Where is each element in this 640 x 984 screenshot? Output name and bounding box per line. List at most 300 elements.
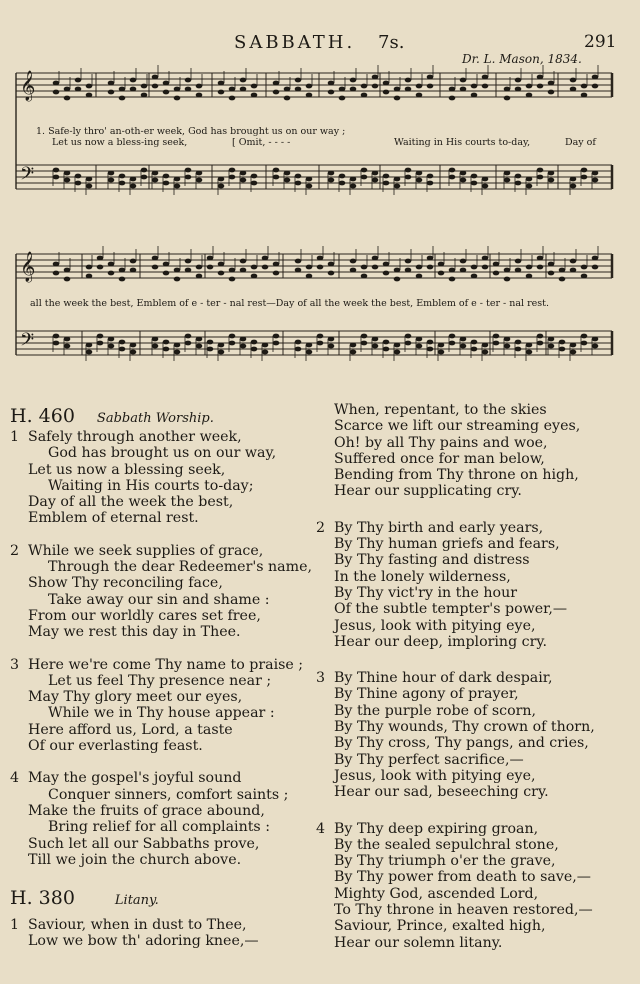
note-head [592,171,599,176]
note-head [119,340,126,345]
verse-line [10,705,312,721]
verse-line-text: While we seek supplies of grace, [28,542,264,559]
verse-line [10,478,312,494]
note-head [317,341,324,346]
note-head [504,344,511,349]
note-head [581,93,588,98]
note-head [570,87,577,92]
note-head [537,75,544,80]
lyrics-line-2b: [ Omit, - - - - [232,137,291,148]
verse-line-text: By Thy wounds, Thy crown of thorn, [334,719,595,736]
verse-line [10,608,312,624]
verse-line-text: Suffered once for man below, [334,450,545,467]
note-head [64,344,71,349]
note-head [482,350,489,355]
note-head [471,93,478,98]
note-head [482,184,489,189]
note-head [449,268,456,273]
note-head [273,271,280,276]
note-head [548,262,555,267]
note-head [383,262,390,267]
note-head [438,343,445,348]
note-head [174,184,181,189]
verse-line [316,918,595,934]
note-head [559,268,566,273]
hymn-380-verse-1-start [10,917,259,950]
verse-line-text: In the lonely wilderness, [334,568,511,585]
note-head [218,271,225,276]
verse-line [316,703,595,719]
note-head [592,84,599,89]
note-head [570,177,577,182]
note-head [515,268,522,273]
note-head [460,178,467,183]
note-head [482,265,489,270]
note-head [108,262,115,267]
note-head [196,93,203,98]
verse-line-text: Low we bow th' adoring knee,— [28,933,259,950]
note-head [449,277,456,282]
verse-line [316,719,595,735]
note-head [218,184,225,189]
note-head [581,334,588,339]
note-head [493,271,500,276]
note-head [504,337,511,342]
note-head [53,271,60,276]
note-head [240,268,247,273]
note-head [284,87,291,92]
verse-line [10,429,312,445]
verse-line [10,445,312,461]
note-head [306,265,313,270]
note-head [372,265,379,270]
note-head [119,96,126,101]
composer-credit: Dr. L. Mason, 1834. [462,52,582,66]
note-head [427,84,434,89]
note-head [64,268,71,273]
note-head [185,175,192,180]
verse-line [10,592,312,608]
verse-line [316,784,595,800]
note-head [174,343,181,348]
note-head [361,84,368,89]
note-head [64,277,71,282]
verse-line-text: From our worldly cares set free, [28,607,261,624]
note-head [196,171,203,176]
verse-number: 4 [316,820,326,837]
note-head [240,171,247,176]
note-head [482,75,489,80]
note-head [152,178,159,183]
note-head [361,168,368,173]
verse-line [10,722,312,738]
note-head [251,84,258,89]
note-head [251,265,258,270]
note-head [482,256,489,261]
note-head [86,84,93,89]
note-head [350,78,357,83]
verse-line-text: By Thy birth and early years, [334,519,544,536]
verse-line [316,634,595,650]
note-head [383,81,390,86]
note-head [427,256,434,261]
note-head [350,87,357,92]
verse-line [316,837,595,853]
note-head [515,87,522,92]
note-head [163,271,170,276]
note-head [449,175,456,180]
note-head [526,274,533,279]
tune-meter: 7s. [378,32,405,53]
note-head [328,337,335,342]
verse-line-text: Here afford us, Lord, a taste [28,721,233,738]
note-head [141,168,148,173]
note-head [328,271,335,276]
verse-line [10,673,312,689]
note-head [86,93,93,98]
note-head [339,87,346,92]
note-head [86,184,93,189]
verse-line [316,435,595,451]
verse-line [316,853,595,869]
note-head [273,262,280,267]
verse-line-text: Of our everlasting feast. [28,738,203,755]
verse-line [316,569,595,585]
note-head [361,341,368,346]
note-head [383,340,390,345]
note-head [405,168,412,173]
hymn-380-heading [10,887,159,909]
note-head [262,343,269,348]
note-head [97,256,104,261]
note-head [548,171,555,176]
note-head [548,337,555,342]
note-head [240,87,247,92]
note-head [152,171,159,176]
verse-line [10,689,312,705]
note-head [559,340,566,345]
verse-line-text: Let us feel Thy presence near ; [48,672,272,689]
verse-line-text: Day of all the week the best, [28,494,234,511]
note-head [537,341,544,346]
bass-clef-icon: 𝄢 [20,164,35,189]
note-head [427,265,434,270]
note-head [75,78,82,83]
note-head [295,340,302,345]
lyrics-line-2a: Let us now a bless-ing seek, [52,137,188,148]
note-head [548,344,555,349]
verse-line-text: By Thy vict'ry in the hour [334,584,518,601]
note-head [284,96,291,101]
note-head [449,334,456,339]
note-head [471,174,478,179]
note-head [383,90,390,95]
note-head [119,174,126,179]
note-head [295,259,302,264]
verse-line [10,657,312,673]
note-head [251,181,258,186]
note-head [207,340,214,345]
verse-line-text: Show Thy reconciling face, [28,575,223,592]
verse-line [10,738,312,754]
note-head [537,168,544,173]
note-head [328,81,335,86]
note-head [372,171,379,176]
note-head [273,334,280,339]
verse-line-text: By Thy triumph o'er the grave, [334,853,556,870]
verse-line [10,462,312,478]
note-head [251,340,258,345]
note-head [405,175,412,180]
music-score [0,0,640,390]
note-head [185,268,192,273]
verse-line-text: To Thy throne in heaven restored,— [334,902,593,919]
verse-line [316,536,595,552]
note-head [592,75,599,80]
note-head [284,171,291,176]
note-head [361,334,368,339]
note-head [317,334,324,339]
note-head [460,171,467,176]
verse-number: 1 [10,917,20,933]
page-number: 291 [584,32,617,52]
note-head [350,268,357,273]
verse-line-text: Let us now a blessing seek, [28,461,226,478]
note-head [317,256,324,261]
note-head [64,178,71,183]
note-head [240,337,247,342]
note-head [317,265,324,270]
note-head [152,337,159,342]
note-head [163,347,170,352]
note-head [394,177,401,182]
note-head [86,343,93,348]
note-head [229,175,236,180]
note-head [394,268,401,273]
note-head [229,277,236,282]
note-head [581,265,588,270]
note-head [97,265,104,270]
treble-clef-icon: 𝄞 [20,252,36,282]
verse-line-text: Hear our sad, beseeching cry. [334,784,549,801]
note-head [328,262,335,267]
verse-line [316,869,595,885]
verse-number: 3 [10,656,20,673]
note-head [229,334,236,339]
verse-line-text: By the sealed sepulchral stone, [334,836,559,853]
verse-line [316,768,595,784]
note-head [108,90,115,95]
note-head [53,175,60,180]
verse-line [10,575,312,591]
verse-line-text: May we rest this day in Thee. [28,624,241,641]
verse-line [10,787,312,803]
note-head [207,256,214,261]
note-head [53,341,60,346]
note-head [372,75,379,80]
verse-line-text: Such let all our Sabbaths prove, [28,835,260,852]
note-head [372,256,379,261]
note-head [64,87,71,92]
verse-line [316,670,595,686]
note-head [185,341,192,346]
verse-line [316,686,595,702]
note-head [471,181,478,186]
note-head [449,87,456,92]
note-head [108,337,115,342]
note-head [295,347,302,352]
hymn-380-number: H. 380 [10,887,75,909]
note-head [581,274,588,279]
note-head [537,175,544,180]
note-head [163,174,170,179]
note-head [405,87,412,92]
note-head [526,343,533,348]
note-head [152,75,159,80]
note-head [163,90,170,95]
note-head [339,96,346,101]
note-head [251,274,258,279]
note-head [493,334,500,339]
note-head [295,78,302,83]
verse-line-text: Oh! by all Thy pains and woe, [334,434,548,451]
note-head [361,274,368,279]
verse-line-text: By Thy deep expiring groan, [334,820,539,837]
note-head [427,75,434,80]
note-head [163,262,170,267]
note-head [64,337,71,342]
note-head [570,259,577,264]
verse-line [10,624,312,640]
note-head [449,168,456,173]
note-head [526,177,533,182]
verse-line-text: Jesus, look with pitying eye, [334,767,536,784]
note-head [416,171,423,176]
note-head [75,174,82,179]
verse-line-text: By Thy perfect sacrifice,— [334,751,524,768]
note-head [581,341,588,346]
note-head [130,343,137,348]
verse-line [10,819,312,835]
note-head [251,93,258,98]
note-head [372,337,379,342]
note-head [471,84,478,89]
note-head [526,184,533,189]
note-head [174,350,181,355]
note-head [526,93,533,98]
note-head [350,259,357,264]
verse-line [316,520,595,536]
note-head [251,174,258,179]
note-head [460,344,467,349]
verse-line [316,902,595,918]
note-head [581,84,588,89]
verse-line-text: Hear our supplicating cry. [334,483,522,500]
note-head [152,265,159,270]
note-head [460,268,467,273]
hymn-460-title: Sabbath Worship. [96,411,214,426]
verse-line [316,752,595,768]
note-head [196,84,203,89]
verse-line [10,803,312,819]
note-head [416,178,423,183]
note-head [438,262,445,267]
note-head [537,265,544,270]
note-head [185,78,192,83]
verse-line-text: Waiting in His courts to-day; [48,477,254,494]
note-head [394,184,401,189]
note-head [196,344,203,349]
note-head [570,268,577,273]
verse-line-text: Bring relief for all complaints : [48,819,270,836]
note-head [306,274,313,279]
verse-line-text: By the purple robe of scorn, [334,702,537,719]
note-head [273,168,280,173]
note-head [174,268,181,273]
note-head [482,177,489,182]
note-head [383,347,390,352]
verse-line-text: Make the fruits of grace abound, [28,802,265,819]
note-head [493,341,500,346]
verse-line [316,418,595,434]
note-head [416,84,423,89]
note-head [383,271,390,276]
note-head [130,177,137,182]
verse-line [316,601,595,617]
note-head [570,350,577,355]
note-head [196,265,203,270]
verse-line-text: Here we're come Thy name to praise ; [28,656,304,673]
note-head [64,96,71,101]
note-head [383,181,390,186]
note-head [592,265,599,270]
verse-number: 1 [10,429,20,445]
verse-line-text: Bending from Thy throne on high, [334,467,579,484]
note-head [394,350,401,355]
note-head [218,343,225,348]
note-head [240,344,247,349]
note-head [130,350,137,355]
note-head [471,340,478,345]
note-head [460,259,467,264]
note-head [53,262,60,267]
verse-line-text: By Thy power from death to save,— [334,869,591,886]
note-head [141,84,148,89]
note-head [493,262,500,267]
verse-line-text: Hear our solemn litany. [334,934,503,951]
verse-line-text: By Thy human griefs and fears, [334,536,560,553]
note-head [196,337,203,342]
verse-line [316,735,595,751]
verse-line-text: Safely through another week, [28,429,242,445]
note-head [53,81,60,86]
verse-line [10,510,312,526]
note-head [229,341,236,346]
note-head [53,168,60,173]
note-head [240,178,247,183]
note-head [537,256,544,261]
note-head [592,178,599,183]
note-head [174,177,181,182]
note-head [163,181,170,186]
note-head [295,181,302,186]
note-head [119,181,126,186]
note-head [339,174,346,179]
note-head [218,350,225,355]
note-head [471,347,478,352]
verse-line-text: Saviour, Prince, exalted high, [334,918,546,935]
note-head [548,271,555,276]
